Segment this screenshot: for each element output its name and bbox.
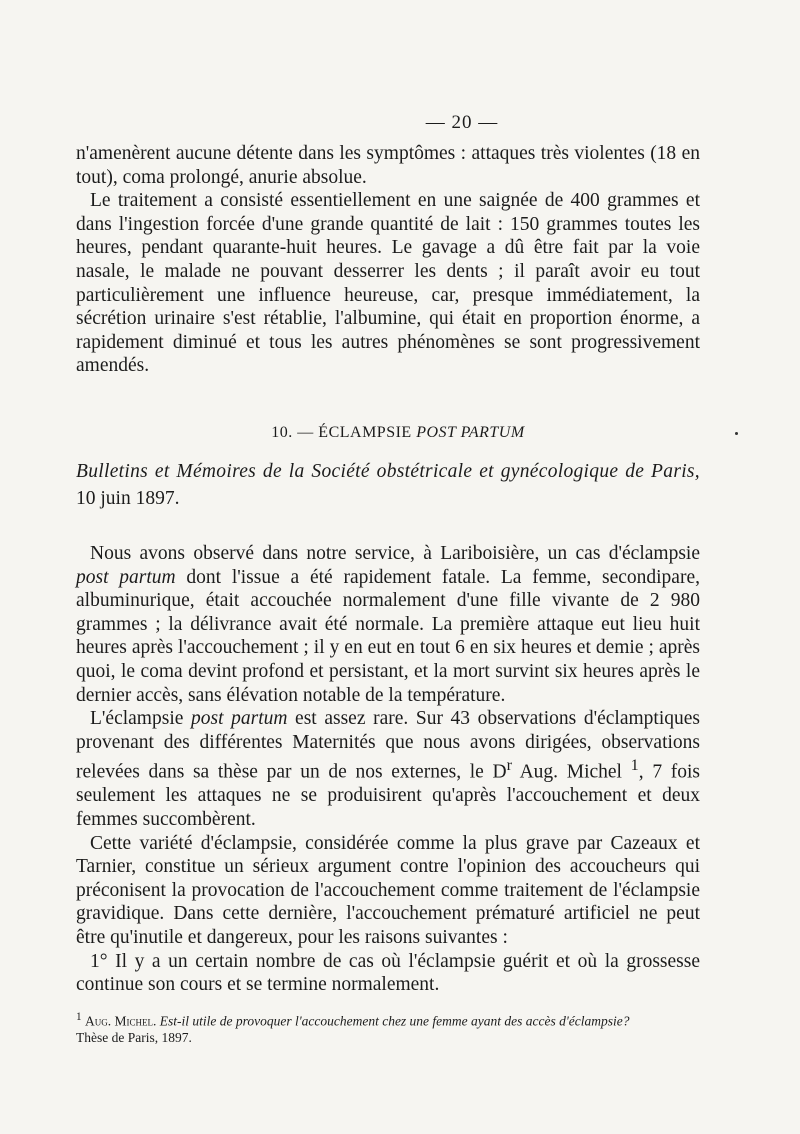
paragraph-rarity: L'éclampsie post partum est assez rare. Sur 43 observations d'éclamptiques provenant des différentes Maternités que nous avons dirigées, observations relevées dans sa thèse par un de nos externes, le $D^r$ Aug. Michel $^1$, 7 fois seulement les attaques ne se produisirent qu'après l'accouchement et deux femmes succombèrent. <box>76 708 701 830</box>
section-dash: — <box>297 423 314 441</box>
page-number: — 20 — <box>425 112 499 133</box>
section-title-italic: POST PARTUM <box>416 423 525 441</box>
document-page <box>76 112 700 1046</box>
footnote-ref: 1 <box>630 756 639 775</box>
source-citation <box>76 458 700 512</box>
section-number: 10. <box>271 423 293 441</box>
section-title: ÉCLAMPSIE <box>318 423 412 441</box>
paragraph-continued: n'amenèrent aucune détente dans les symptômes : attaques très violentes (18 en tout), coma prolongé, anurie absolue. <box>76 143 700 188</box>
italic-phrase: post partum <box>76 566 176 588</box>
source-journal: Bulletins et Mémoires de la Société obstétricale et gynécologique de Paris, <box>76 460 700 482</box>
speck <box>735 432 738 435</box>
footnote-marker: 1 <box>76 1010 82 1023</box>
paragraph-observation: Nous avons observé dans notre service, à Lariboisière, un cas d'éclampsie post partum dont l'issue a été rapidement fatale. La femme, secondipare, albuminurique, était accouchée normalement d'une fille vivante de 2 980 grammes ; la délivrance avait été normale. La première attaque eut lieu huit heures après l'accouchement ; il y en eut en tout 6 en six heures et demie ; après quoi, le coma devint profond et persistant, et la mort survint six heures après le dernier accès, sans élévation notable de la température. <box>76 542 700 706</box>
footnote <box>76 1009 706 1047</box>
paragraph-variety: Cette variété d'éclampsie, considérée comme la plus grave par Cazeaux et Tarnier, constitue un sérieux argument contre l'opinion des accoucheurs qui préconisent la provocation de l'accouchement comme traitement de l'éclampsie gravidique. Dans cette dernière, l'accouchement prématuré artificiel ne peut être qu'inutile et dangereux, pour les raisons suivantes : <box>76 832 700 948</box>
italic-phrase: post partum <box>191 708 288 730</box>
footnote-thesis: Thèse de Paris, 1897. <box>76 1030 192 1046</box>
footnote-author: Aug. Michel. <box>85 1013 157 1029</box>
footnote-title: Est-il utile de provoquer l'accouchement chez une femme ayant des accès d'éclampsie? <box>159 1013 630 1029</box>
source-date: 10 juin 1897. <box>76 487 180 509</box>
section-heading <box>76 424 700 442</box>
paragraph-reason-1: 1° Il y a un certain nombre de cas où l'éclampsie guérit et où la grossesse continue son cours et se termine normalement. <box>76 950 700 996</box>
paragraph-treatment: Le traitement a consisté essentiellement en une saignée de 400 grammes et dans l'ingestion forcée d'une grande quantité de lait : 150 grammes toutes les heures, pendant quarante-huit heures. Le gavage a dû être fait par la voie nasale, le malade ne pouvant desserrer les dents ; il paraît avoir eu tout particulièrement une influence heureuse, car, presque immédiatement, la sécrétion urinaire s'est rétablie, l'albumine, qui était en proportion énorme, a rapidement diminué et tous les autres phénomènes se sont progressivement amendés. <box>76 190 700 377</box>
